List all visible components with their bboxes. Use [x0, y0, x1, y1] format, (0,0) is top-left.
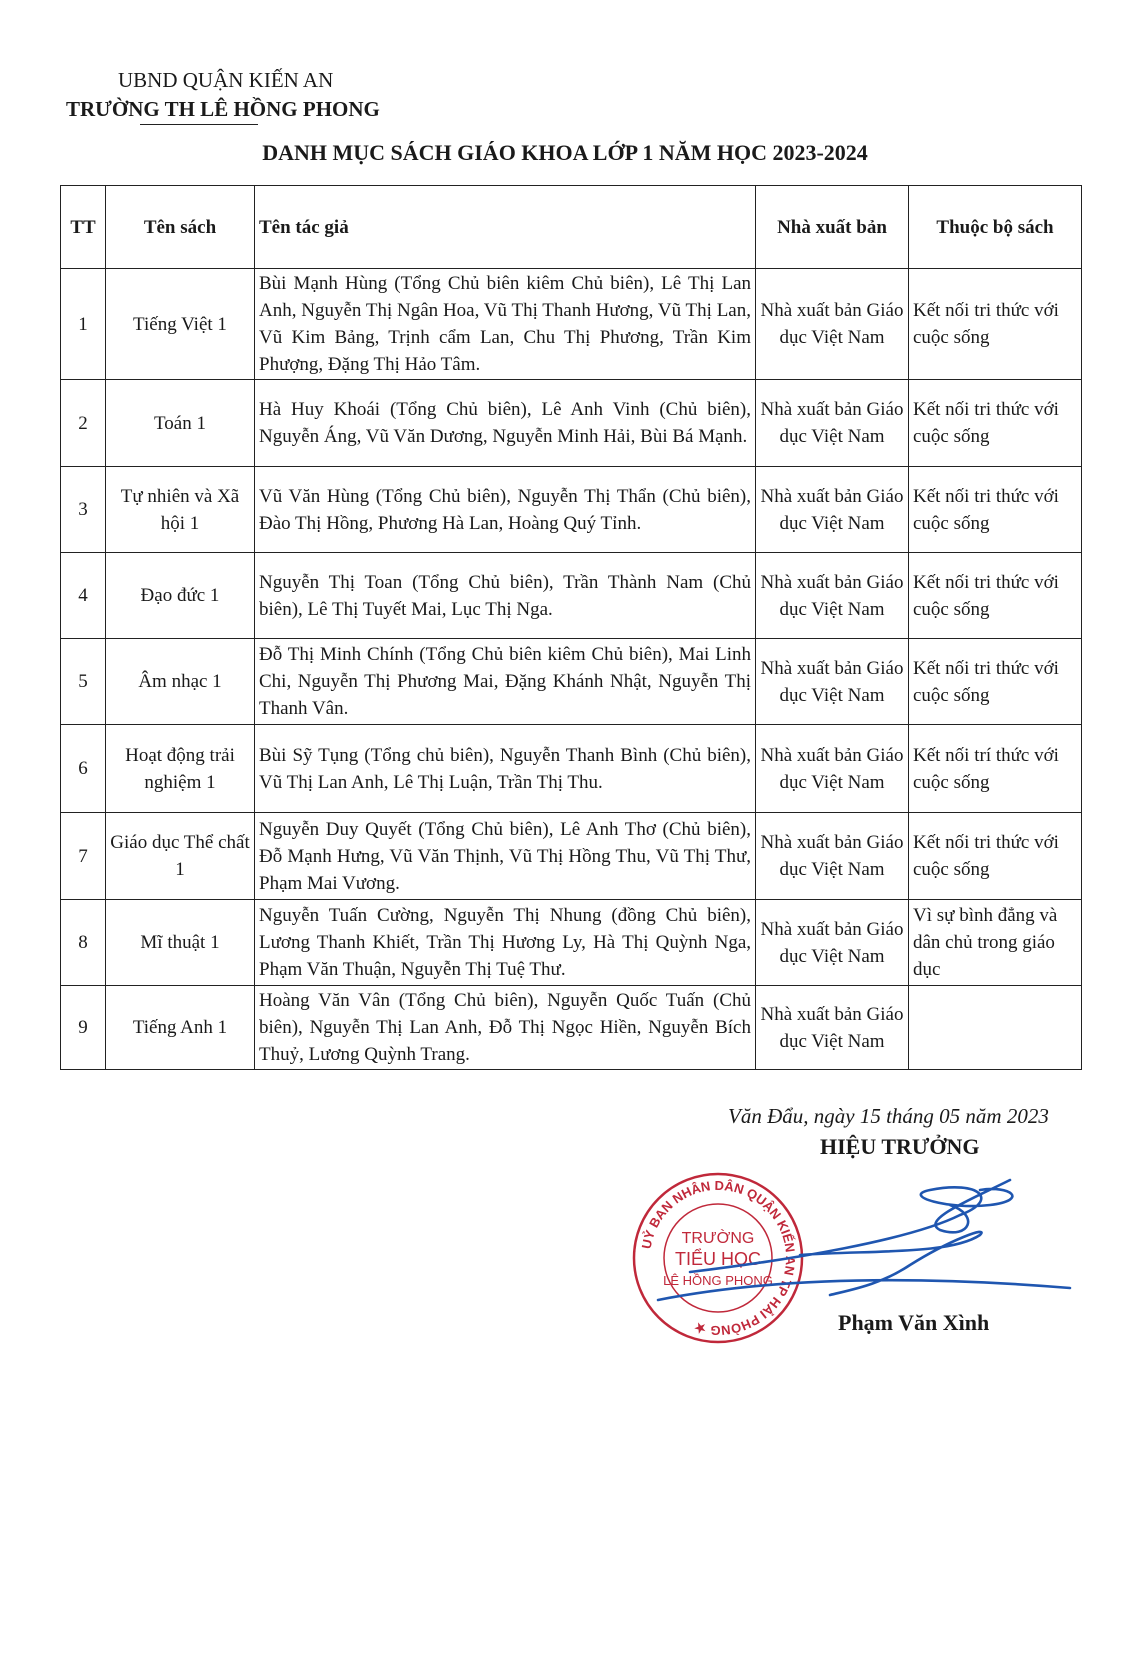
table-row: [61, 380, 1082, 467]
table-row: [61, 639, 1082, 725]
publisher: Nhà xuất bản Giáo dục Việt Nam: [756, 986, 909, 1070]
publisher: Nhà xuất bản Giáo dục Việt Nam: [756, 725, 909, 813]
publisher: Nhà xuất bản Giáo dục Việt Nam: [756, 467, 909, 553]
publisher: Nhà xuất bản Giáo dục Việt Nam: [756, 900, 909, 986]
table-row: [61, 553, 1082, 639]
signer-role: HIỆU TRƯỞNG: [820, 1134, 980, 1159]
authors: Vũ Văn Hùng (Tổng Chủ biên), Nguyễn Thị Thẩn (Chủ biên), Đào Thị Hồng, Phương Hà Lan, Hoàng Quý Tỉnh.: [255, 467, 756, 553]
svg-text:TIỂU HỌC: TIỂU HỌC: [674, 1249, 762, 1269]
row-number: 4: [61, 553, 106, 639]
authors: Nguyễn Tuấn Cường, Nguyễn Thị Nhung (đồng Chủ biên), Lương Thanh Khiết, Trần Thị Hương Ly, Hà Thị Quỳnh Nga, Phạm Văn Thuận, Nguyễn Thị Tuệ Thư.: [255, 900, 756, 986]
divider: [140, 124, 258, 125]
signer-name: Phạm Văn Xình: [838, 1310, 990, 1335]
book-set: Kết nối tri thức với cuộc sống: [909, 639, 1082, 725]
table-row: [61, 269, 1082, 380]
book-title: Tự nhiên và Xã hội 1: [106, 467, 255, 553]
col-header-publisher: Nhà xuất bản: [756, 186, 909, 269]
authors: Nguyễn Duy Quyết (Tổng Chủ biên), Lê Anh Thơ (Chủ biên), Đỗ Mạnh Hưng, Vũ Văn Thịnh, Vũ Thị Hồng Thu, Vũ Thị Thư, Phạm Mai Vương.: [255, 813, 756, 900]
date-line: Văn Đẩu, ngày 15 tháng 05 năm 2023: [728, 1104, 1049, 1128]
table-row: [61, 725, 1082, 813]
book-title: Mĩ thuật 1: [106, 900, 255, 986]
authors: Bùi Mạnh Hùng (Tổng Chủ biên kiêm Chủ biên), Lê Thị Lan Anh, Nguyễn Thị Ngân Hoa, Vũ Thị Thanh Hương, Vũ Thị Lan, Vũ Kim Bảng, Trịnh cẩm Lan, Chu Thị Phương, Trần Kim Phượng, Đặng Thị Hảo Tâm.: [255, 269, 756, 380]
book-set: Vì sự bình đẳng và dân chủ trong giáo dục: [909, 900, 1082, 986]
row-number: 3: [61, 467, 106, 553]
table-row: [61, 986, 1082, 1070]
authors: Hà Huy Khoái (Tổng Chủ biên), Lê Anh Vinh (Chủ biên), Nguyễn Áng, Vũ Văn Dương, Nguyễn Minh Hải, Bùi Bá Mạnh.: [255, 380, 756, 467]
authors: Nguyễn Thị Toan (Tổng Chủ biên), Trần Thành Nam (Chủ biên), Lê Thị Tuyết Mai, Lục Thị Nga.: [255, 553, 756, 639]
book-title: Âm nhạc 1: [106, 639, 255, 725]
book-set: [909, 986, 1082, 1070]
book-set: Kết nối trí thức với cuộc sống: [909, 725, 1082, 813]
org-name: UBND QUẬN KIẾN AN: [118, 68, 334, 92]
row-number: 8: [61, 900, 106, 986]
textbook-table: [60, 185, 1082, 1070]
book-set: Kết nối tri thức với cuộc sống: [909, 813, 1082, 900]
book-set: Kết nối tri thức với cuộc sống: [909, 467, 1082, 553]
authors: Đỗ Thị Minh Chính (Tổng Chủ biên kiêm Chủ biên), Mai Linh Chi, Nguyễn Thị Phương Mai, Đặng Khánh Nhật, Nguyễn Thị Thanh Vân.: [255, 639, 756, 725]
row-number: 1: [61, 269, 106, 380]
publisher: Nhà xuất bản Giáo dục Việt Nam: [756, 553, 909, 639]
publisher: Nhà xuất bản Giáo dục Việt Nam: [756, 380, 909, 467]
table-header-row: [61, 186, 1082, 269]
book-set: Kết nối tri thức với cuộc sống: [909, 380, 1082, 467]
signature: [650, 1160, 1080, 1320]
col-header-authors: Tên tác giả: [255, 186, 756, 269]
row-number: 2: [61, 380, 106, 467]
table-row: [61, 813, 1082, 900]
book-title: Hoạt động trải nghiệm 1: [106, 725, 255, 813]
authors: Bùi Sỹ Tụng (Tổng chủ biên), Nguyễn Thanh Bình (Chủ biên), Vũ Thị Lan Anh, Lê Thị Luận, Trần Thị Thu.: [255, 725, 756, 813]
col-header-book: Tên sách: [106, 186, 255, 269]
publisher: Nhà xuất bản Giáo dục Việt Nam: [756, 269, 909, 380]
row-number: 9: [61, 986, 106, 1070]
book-title: Đạo đức 1: [106, 553, 255, 639]
svg-text:TRƯỜNG: TRƯỜNG: [681, 1230, 755, 1247]
book-title: Tiếng Việt 1: [106, 269, 255, 380]
book-title: Tiếng Anh 1: [106, 986, 255, 1070]
school-name: TRƯỜNG TH LÊ HỒNG PHONG: [66, 97, 380, 121]
table-row: [61, 900, 1082, 986]
book-set: Kết nối tri thức với cuộc sống: [909, 269, 1082, 380]
publisher: Nhà xuất bản Giáo dục Việt Nam: [756, 639, 909, 725]
book-title: Toán 1: [106, 380, 255, 467]
row-number: 5: [61, 639, 106, 725]
svg-text:UỶ BAN NHÂN DÂN QUẬN KIẾN AN T: UỶ BAN NHÂN DÂN QUẬN KIẾN AN TP HẢI PHÒNG ★: [638, 1177, 799, 1339]
authors: Hoàng Văn Vân (Tổng Chủ biên), Nguyễn Quốc Tuấn (Chủ biên), Nguyễn Thị Lan Anh, Đỗ Thị Ngọc Hiền, Nguyễn Bích Thuỷ, Lương Quỳnh Trang.: [255, 986, 756, 1070]
col-header-tt: TT: [61, 186, 106, 269]
col-header-set: Thuộc bộ sách: [909, 186, 1082, 269]
table-row: [61, 467, 1082, 553]
svg-text:LÊ HỒNG PHONG: LÊ HỒNG PHONG: [663, 1273, 773, 1288]
book-set: Kết nối tri thức với cuộc sống: [909, 553, 1082, 639]
row-number: 7: [61, 813, 106, 900]
document-title: DANH MỤC SÁCH GIÁO KHOA LỚP 1 NĂM HỌC 2023-2024: [262, 140, 868, 165]
publisher: Nhà xuất bản Giáo dục Việt Nam: [756, 813, 909, 900]
book-title: Giáo dục Thể chất 1: [106, 813, 255, 900]
row-number: 6: [61, 725, 106, 813]
